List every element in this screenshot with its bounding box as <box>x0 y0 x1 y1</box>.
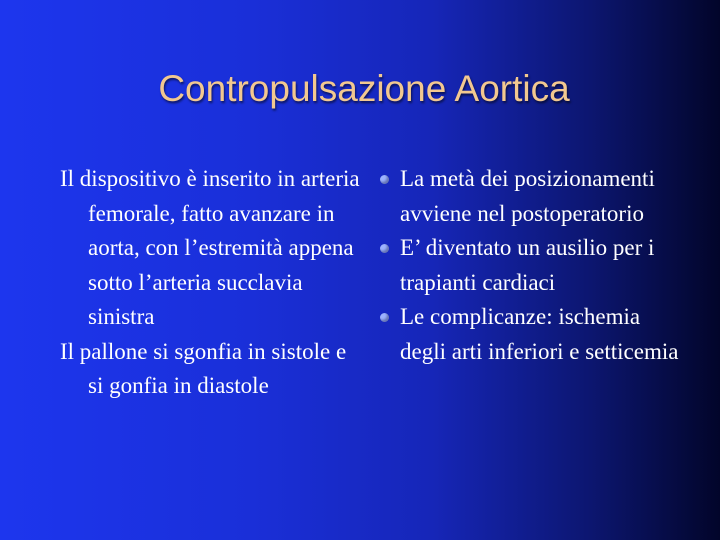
bullet-item <box>380 162 680 231</box>
bullet-item <box>380 300 680 369</box>
bullet-item <box>380 231 680 300</box>
left-text-column <box>60 162 360 404</box>
bullet-text: E’ diventato un ausilio per i trapianti cardiaci <box>400 235 655 295</box>
bullet-dot-icon <box>380 175 389 184</box>
bullet-text: La metà dei posizionamenti avviene nel postoperatorio <box>400 166 655 226</box>
bullet-text: Le complicanze: ischemia degli arti inferiori e setticemia <box>400 304 679 364</box>
slide-title: Contropulsazione Aortica <box>158 68 570 109</box>
bullet-dot-icon <box>380 313 389 322</box>
left-paragraph-2: Il pallone si sgonfia in sistole e si gonfia in diastole <box>60 338 347 398</box>
left-paragraph-1: Il dispositivo è inserito in arteria femorale, fatto avanzare in aorta, con l’estremità appena sotto l’arteria succlavia sinistra <box>60 166 360 329</box>
bullet-dot-icon <box>380 244 389 253</box>
right-bullet-list <box>380 162 680 369</box>
